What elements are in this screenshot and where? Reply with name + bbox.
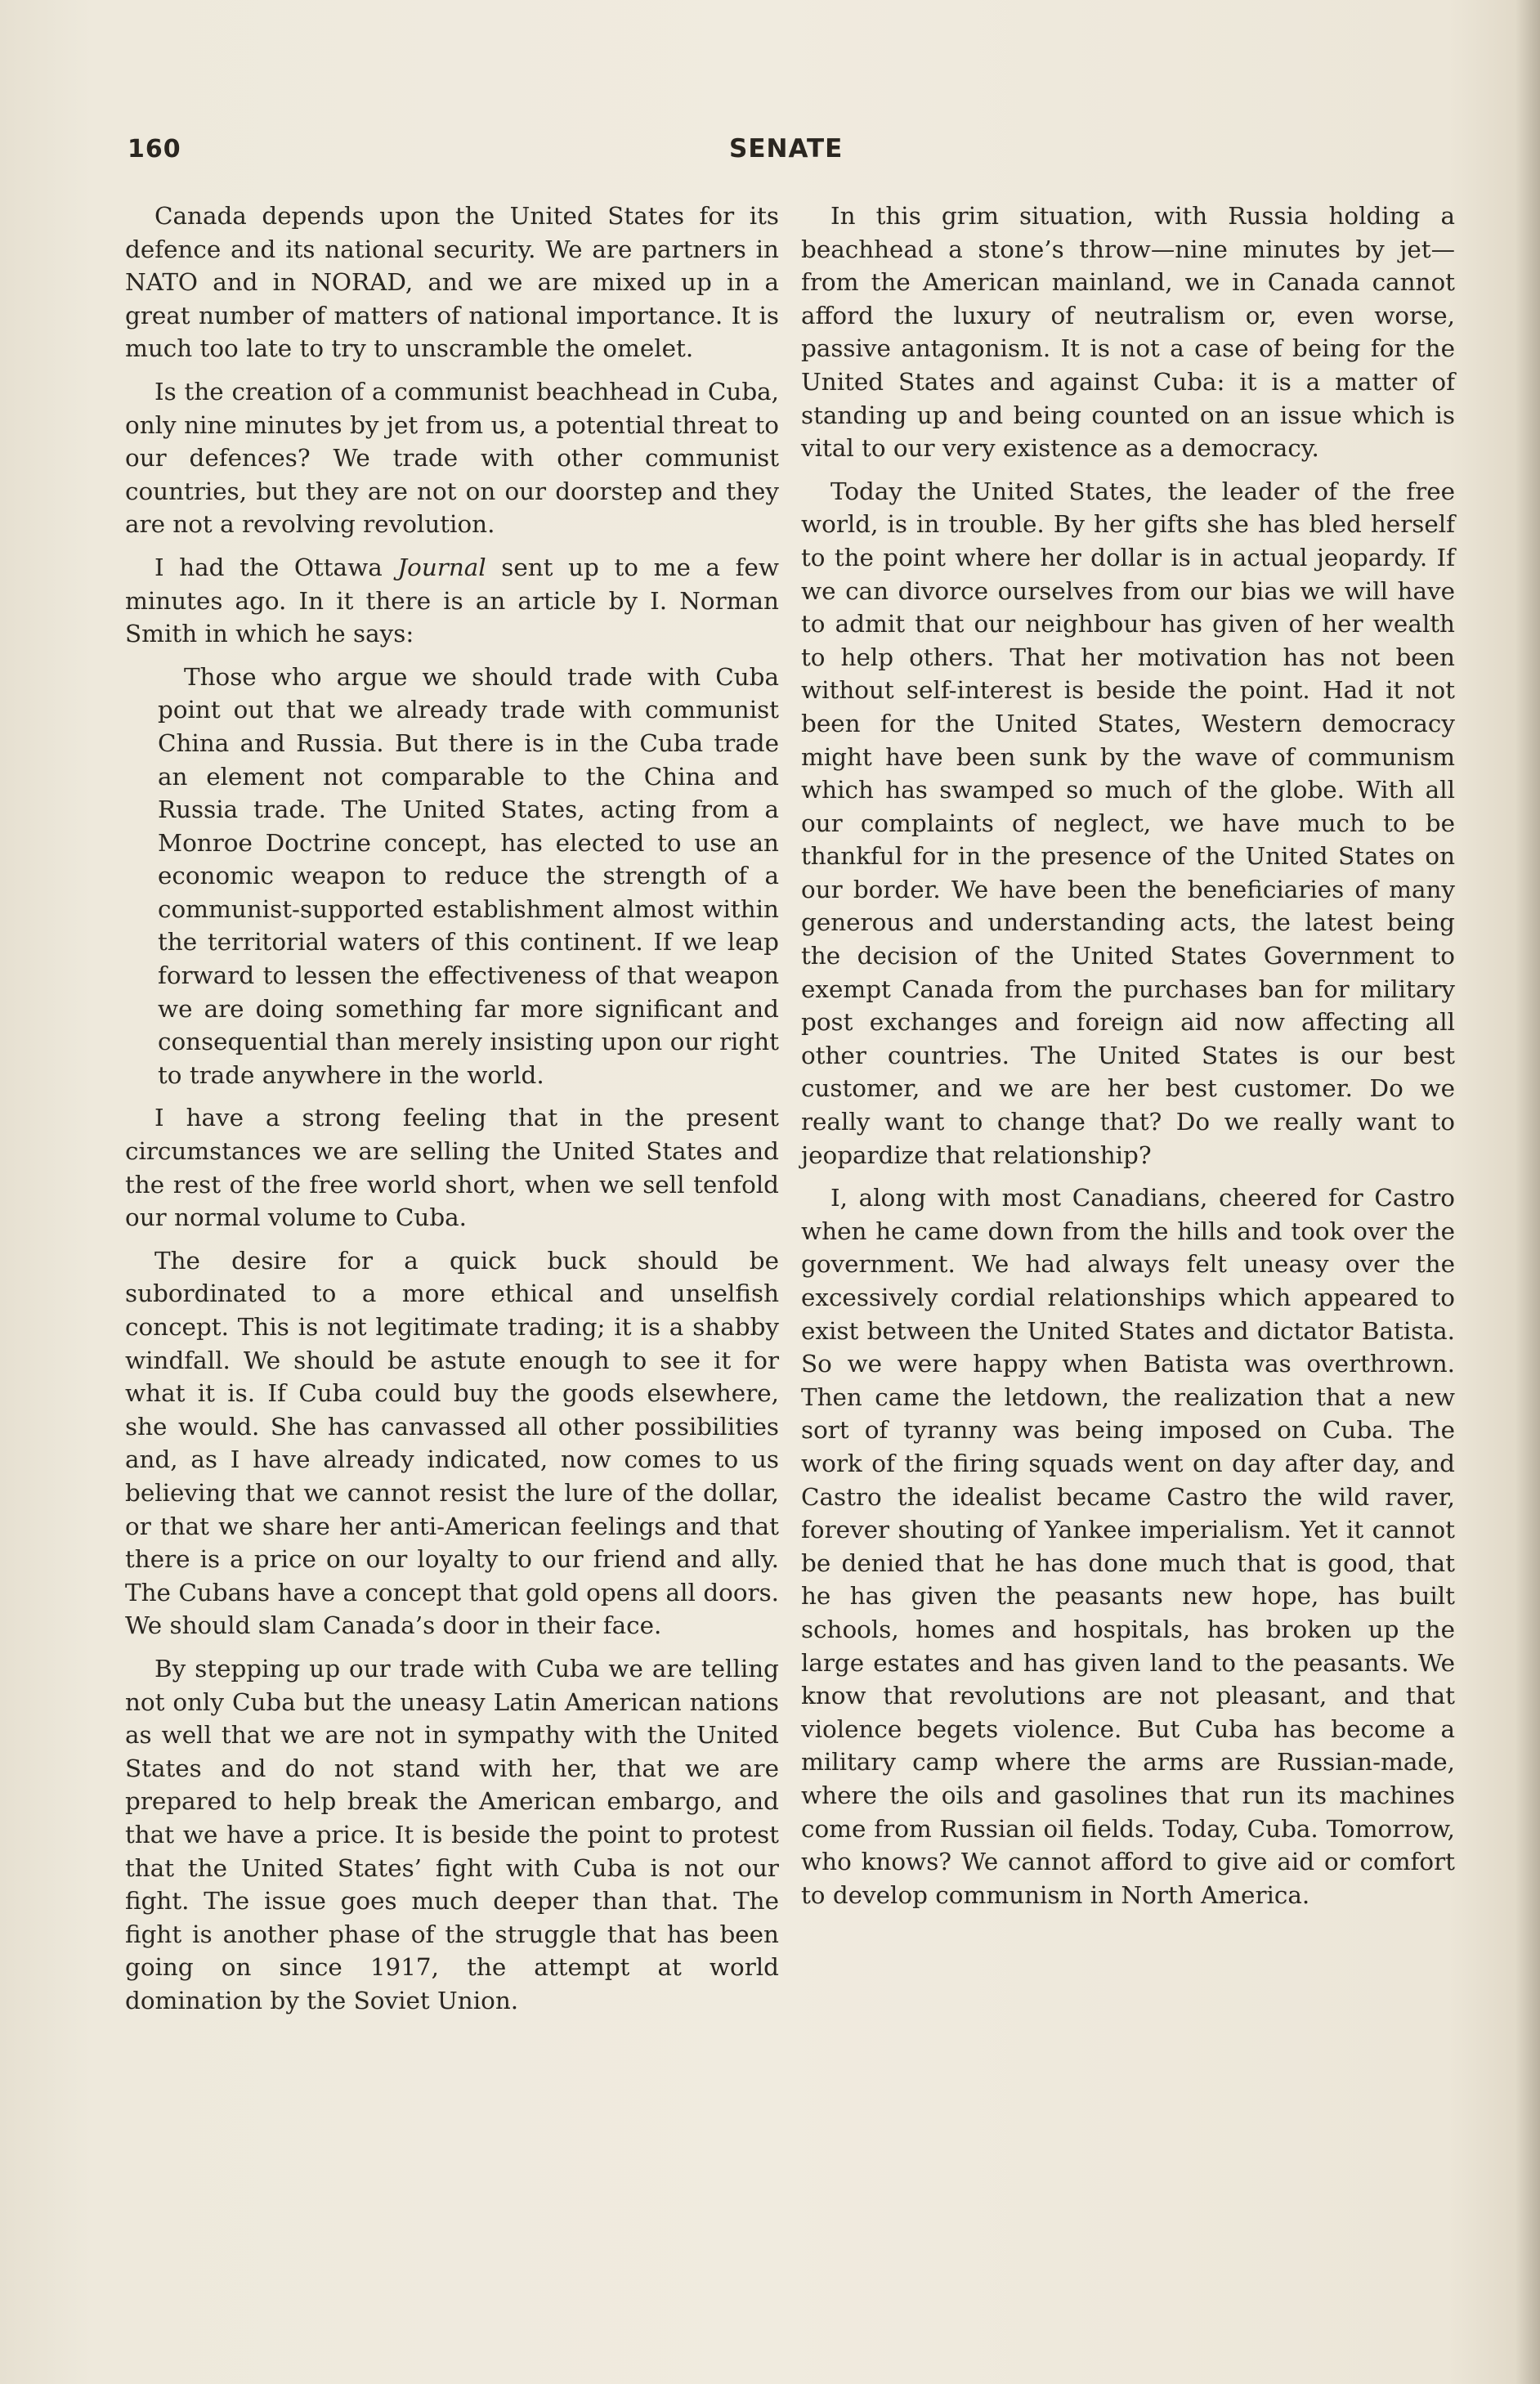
paragraph: I have a strong feeling that in the present circumstances we are selling the United States and the rest of the free world short, when we sell tenfold our normal volume to Cuba. <box>125 1104 779 1232</box>
paragraph: By stepping up our trade with Cuba we are telling not only Cuba but the uneasy Latin American nations as well that we are not in sympathy with the United States and do not stand with her, that we are prepared to help break the American embargo, and that we have a price. It is beside the point to protest that the United States’ fight with Cuba is not our fight. The issue goes much deeper than that. The fight is another phase of the struggle that has been going on since 1917, the attempt at world domination by the Soviet Union. <box>125 1654 779 2014</box>
paragraph: Canada depends upon the United States for its defence and its national security. We are partners in NATO and in NORAD, and we are mixed up in a great number of matters of national importance. It is much too late to try to unscramble the omelet. <box>125 202 779 363</box>
paragraph-text: sent up to me a few minutes ago. In it there is an article by I. Norman Smith in which he says: <box>125 553 779 648</box>
paragraph: Today the United States, the leader of the free world, is in trouble. By her gifts she has bled herself to the point where her dollar is in actual jeopardy. If we can divorce ourselves from our bias we will have to admit that our neighbour has given of her wealth to help others. That her motivation has not been without self-interest is beside the point. Had it not been for the United States, Western democracy might have been sunk by the wave of communism which has swamped so much of the globe. With all our complaints of neglect, we have much to be thankful for in the presence of the United States on our border. We have been the beneficiaries of many generous and understanding acts, the latest being the decision of the United States Government to exempt Canada from the purchases ban for military post exchanges and foreign aid now affecting all other countries. The United States is our best customer, and we are her best customer. Do we really want to change that? Do we really want to jeopardize that relationship? <box>801 477 1455 1169</box>
paragraph: In this grim situation, with Russia holding a beachhead a stone’s throw—nine minutes by jet—from the American mainland, we in Canada cannot afford the luxury of neutralism or, even worse, passive antagonism. It is not a case of being for the United States and against Cuba: it is a matter of standing up and being counted on an issue which is vital to our very existence as a democracy. <box>801 202 1455 463</box>
page-number: 160 <box>128 135 181 164</box>
paragraph-text: I had the Ottawa <box>154 553 398 581</box>
running-head-title: SENATE <box>729 134 844 164</box>
right-column <box>801 199 1455 1921</box>
block-quote: Those who argue we should trade with Cuba point out that we already trade with communist China and Russia. But there is in the Cuba trade an element not comparable to the China and Russia trade. The United States, acting from a Monroe Doctrine concept, has elected to use an economic weapon to reduce the strength of a communist-supported establishment almost within the territorial waters of this continent. If we leap forward to lessen the effectiveness of that weapon we are doing something far more significant and consequential than merely insisting upon our right to trade anywhere in the world. <box>158 662 779 1089</box>
newspaper-title: Journal <box>397 553 486 581</box>
paragraph: The desire for a quick buck should be subordinated to a more ethical and unselfish concept. This is not legitimate trading; it is a shabby windfall. We should be astute enough to see it for what it is. If Cuba could buy the goods elsewhere, she would. She has canvassed all other possibilities and, as I have already indicated, now comes to us believing that we cannot resist the lure of the dollar, or that we share her anti-American feelings and that there is a price on our loyalty to our friend and ally. The Cubans have a concept that gold opens all doors. We should slam Canada’s door in their face. <box>125 1246 779 1640</box>
paragraph: Is the creation of a communist beachhead in Cuba, only nine minutes by jet from us, a potential threat to our defences? We trade with other communist countries, but they are not on our doorstep and they are not a revolving revolution. <box>125 377 779 539</box>
paragraph <box>125 551 779 651</box>
left-column <box>125 199 779 2027</box>
paragraph: I, along with most Canadians, cheered for Castro when he came down from the hills and took over the government. We had always felt uneasy over the excessively cordial relationships which appeared to exist between the United States and dictator Batista. So we were happy when Batista was overthrown. Then came the letdown, the realization that a new sort of tyranny was being imposed on Cuba. The work of the firing squads went on day after day, and Castro the idealist became Castro the wild raver, forever shouting of Yankee imperialism. Yet it cannot be denied that he has done much that is good, that he has given the peasants new hope, has built schools, homes and hospitals, has broken up the large estates and has given land to the peasants. We know that revolutions are not pleasant, and that violence begets violence. But Cuba has become a military camp where the arms are Russian-made, where the oils and gasolines that run its machines come from Russian oil fields. Today, Cuba. Tomorrow, who knows? We cannot afford to give aid or comfort to develop communism in North America. <box>801 1184 1455 1909</box>
page-edge-shadow <box>1515 0 1540 2384</box>
